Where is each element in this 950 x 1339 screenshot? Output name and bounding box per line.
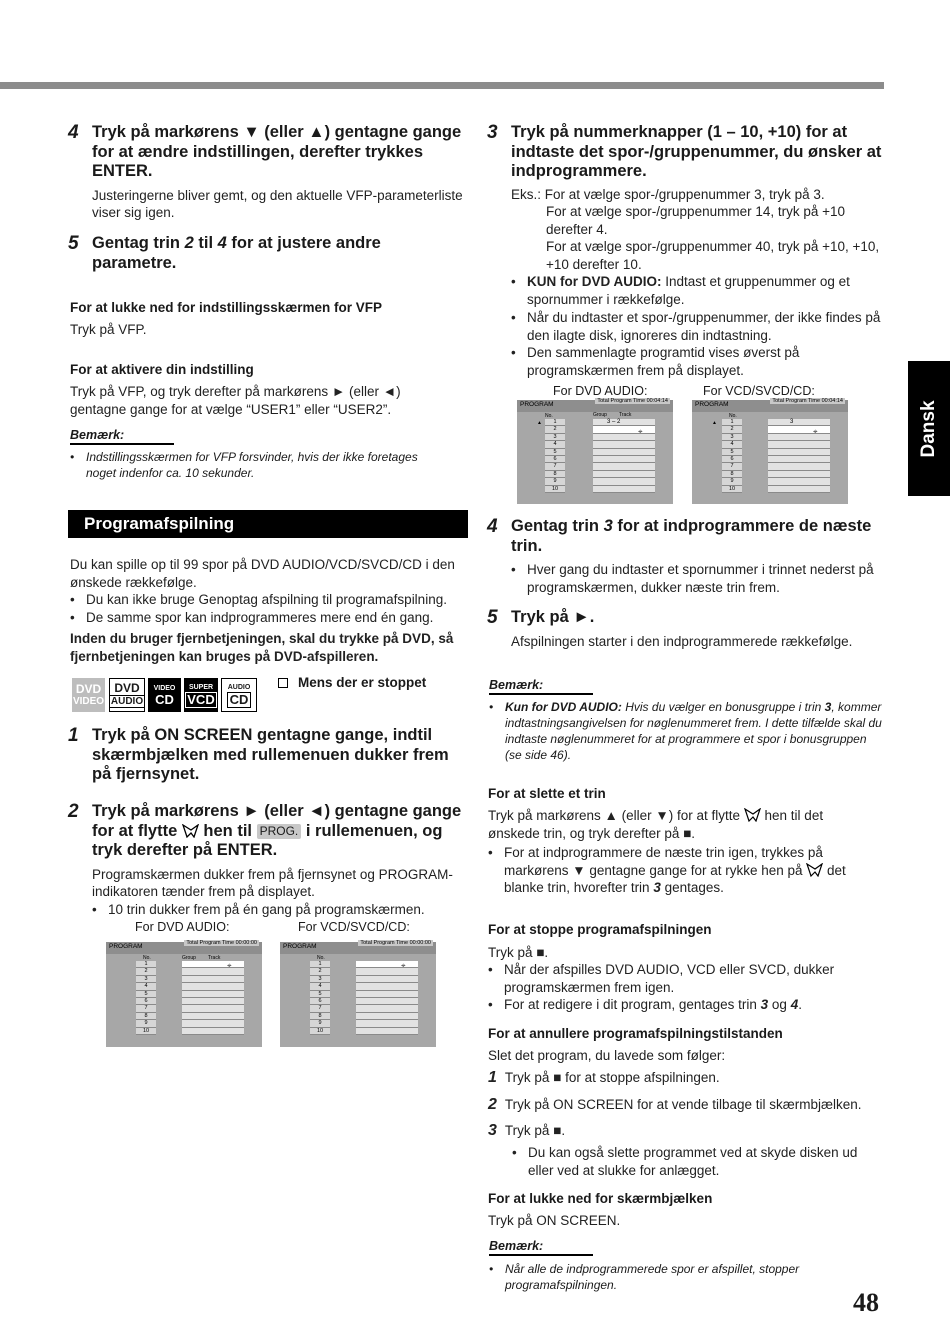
example-1: Eks.: For at vælge spor-/gruppenummer 3, tryk på 3. [511,187,825,202]
delete-bullet: • For at indprogrammere de næste trin igen, trykkes på markørens ▼ gentagne gange for at rykke hen på det blanke trin, hvorefter trin 3 gentages. [488,845,846,895]
step-3-right [487,123,887,182]
step-4-right [487,517,887,596]
step-numbers: 1 2 3 4 5 6 7 8 9 10 [545,419,565,493]
top-rule [0,82,884,89]
caption-dvd-audio-right: For DVD AUDIO: [553,384,648,398]
bullet-total-time: • Den sammenlagte programtid vises øverst på programskærmen frem på displayet. [511,345,800,378]
hand-cursor-icon [744,808,761,822]
hand-cursor-icon [806,863,823,877]
heading-activate: For at aktivere din indstilling [70,362,254,377]
hand-cursor-icon: ⌖ [813,427,818,436]
video-cd-logo: VIDEO CD [148,678,181,712]
step-number: 3 [487,122,498,143]
program-screen-vcd-entry: PROGRAM Total Program Time 00:04:14 No. ▲ 1 2 3 4 5 6 7 8 9 10 3 ⌖ [692,400,848,504]
text-activate: Tryk på VFP, og tryk derefter på markørens ► (eller ◄) gentagne gange for at vælge “USER1” eller “USER2”. [70,384,401,417]
step-number: 2 [68,801,79,822]
step-text: Tryk på nummerknapper (1 – 10, +10) for at indtaste det spor-/gruppenummer, du ønsker at indprogrammere. [511,123,882,180]
text-close-vfp: Tryk på VFP. [70,322,147,337]
step-numbers: 1 2 3 4 5 6 7 8 9 10 [136,961,156,1035]
cancel-step-2: 2 Tryk på ON SCREEN for at vende tilbage til skærmbjælken. [488,1096,862,1113]
step-number: 5 [487,607,498,628]
note-item: • Indstillingsskærmen for VFP forsvinder, hvis der ikke foretages noget indenfor ca. 10 sekunder. [70,450,418,480]
text-cancel: Slet det program, du lavede som følger: [488,1048,726,1063]
heading-bar: For at lukke ned for skærmbjælken [488,1191,713,1206]
cancel-bullet: • Du kan også slette programmet ved at skyde disken ud eller ved at slukke for anlægget. [512,1145,858,1178]
note-title-2: Bemærk: [489,1239,593,1256]
page-number: 48 [853,1288,879,1317]
caption-vcd-right: For VCD/SVCD/CD: [703,384,815,398]
step-number: 1 [68,725,79,746]
caption-dvd-audio: For DVD AUDIO: [135,920,230,934]
program-screen-dvd-entry: PROGRAM Total Program Time 00:04:14 No. Group Track ▲ 1 2 3 4 5 6 7 8 9 10 3 – 2 ⌖ [517,400,673,504]
text-stop: Tryk på ■. [488,945,549,960]
note-title: Bemærk: [489,678,593,695]
prog-menu-label: PROG. [257,824,302,839]
caption-vcd: For VCD/SVCD/CD: [298,920,410,934]
step-number: 5 [68,233,79,254]
bold-instruction: Inden du bruger fjernbetjeningen, skal du trykke på DVD, så fjernbetjeningen kan bruges på DVD-afspilleren. [70,631,454,664]
language-tab-label: Dansk [918,399,939,458]
example-3: For at vælge spor-/gruppenummer 40, tryk på +10, +10, +10 derefter 10. [546,239,880,272]
text-delete: Tryk på markørens ▲ (eller ▼) for at flytte hen til det ønskede trin, og tryk derefter på ■. [488,808,824,841]
heading-stop: For at stoppe programafspilningen [488,922,712,937]
step-body: Justeringerne bliver gemt, og den aktuelle VFP-parameterliste viser sig igen. [92,187,463,220]
dvd-audio-logo: DVD AUDIO [109,678,145,712]
step-number: 4 [68,122,79,143]
step-numbers: 1 2 3 4 5 6 7 8 9 10 [722,419,742,493]
step-text: Tryk på ON SCREEN gentagne gange, indtil skærmbjælken med rullemenuen dukker frem på fjernsynet. [92,726,449,783]
step-text: Gentag trin 2 til 4 for at justere andre parametre. [92,234,381,272]
step-bullet: • Hver gang du indtaster et spornummer i trinnet nederst på programskærmen, dukker næste trin frem. [511,562,874,595]
intro-text: Du kan spille op til 99 spor på DVD AUDIO/VCD/SVCD/CD i den ønskede rækkefølge. [70,557,455,590]
step-1-left [68,726,468,785]
step-bullet: • 10 trin dukker frem på én gang på programskærmen. [92,901,425,917]
intro-bullet-2: • De samme spor kan indprogrammeres mere end én gang. [70,610,434,625]
note-title: Bemærk: [70,428,174,445]
cancel-step-1: 1 Tryk på ■ for at stoppe afspilningen. [488,1069,720,1086]
note-item-2: • Når alle de indprogrammerede spor er afspillet, stopper programafspilningen. [489,1262,800,1292]
note-item: • Kun for DVD AUDIO: Hvis du vælger en bonusgruppe i trin 3, kommer indtastningsangivelsen for nøglenummeret frem. I dette tilfælde skal du indtaste nøglenummeret for at programmere et spor i bonusgruppen (se side 46). [489,700,882,762]
bullet-dvd-audio: • KUN for DVD AUDIO: Indtast et gruppenummer og et spornummer i rækkefølge. [511,274,850,307]
language-tab [908,361,950,496]
hand-cursor-icon: ⌖ [401,961,406,970]
step-numbers: 1 2 3 4 5 6 7 8 9 10 [310,961,330,1035]
hand-cursor-icon: ⌖ [638,427,643,436]
stop-bullet-1: • Når der afspilles DVD AUDIO, VCD eller SVCD, dukker programskærmen frem igen. [488,962,835,995]
step-number: 4 [487,516,498,537]
heading-cancel: For at annullere programafspilningstilstanden [488,1026,783,1041]
intro-bullet-1: • Du kan ikke bruge Genoptag afspilning til programafspilning. [70,592,447,607]
checkbox-icon [278,678,288,688]
step-text: Tryk på ►. [511,608,595,626]
heading-close-vfp: For at lukke ned for indstillingsskærmen for VFP [70,300,383,315]
step-body: Programskærmen dukker frem på fjernsynet og PROGRAM-indikatoren tænder frem på displayet. [92,866,453,899]
section-header: Programafspilning [68,510,468,538]
example-2: For at vælge spor-/gruppenummer 14, tryk på +10 derefter 4. [546,204,846,237]
step-text: Tryk på markørens ▼ (eller ▲) gentagne gange for at ændre indstillingen, derefter trykkes ENTER. [92,123,462,180]
cancel-step-3: 3 Tryk på ■. [488,1122,566,1139]
step-5-right [487,608,887,650]
hand-cursor-icon [182,824,199,838]
dvd-video-logo: DVD VIDEO [72,678,105,712]
stop-bullet-2: • For at redigere i dit program, gentages trin 3 og 4. [488,997,802,1012]
bullet-invalid-number: • Når du indtaster et spor-/gruppenummer, der ikke findes på den ilagte disk, ignoreres din indtastning. [511,310,881,343]
step-2-left [68,802,468,918]
step-text: Gentag trin 3 for at indprogrammere de næste trin. [511,517,872,555]
program-screen-vcd-empty: PROGRAM Total Program Time 00:00:00 No. 1 2 3 4 5 6 7 8 9 10 ⌖ [280,942,436,1047]
heading-delete: For at slette et trin [488,786,606,801]
step-5-left [68,234,468,273]
step-body: Afspilningen starter i den indprogrammerede rækkefølge. [511,633,853,649]
stopped-label: Mens der er stoppet [278,675,426,690]
step-4-left [68,123,468,222]
audio-cd-logo: AUDIO CD [221,678,257,712]
hand-cursor-icon: ⌖ [227,961,232,970]
step-text: Tryk på markørens ► (eller ◄) gentagne gange for at flytte hen til PROG. i rullemenuen, og tryk derefter på ENTER. [92,802,462,859]
super-vcd-logo: SUPER VCD [184,678,218,712]
program-screen-dvd-empty: PROGRAM Total Program Time 00:00:00 No. Group Track 1 2 3 4 5 6 7 8 9 10 ⌖ [106,942,262,1047]
text-bar: Tryk på ON SCREEN. [488,1213,621,1228]
